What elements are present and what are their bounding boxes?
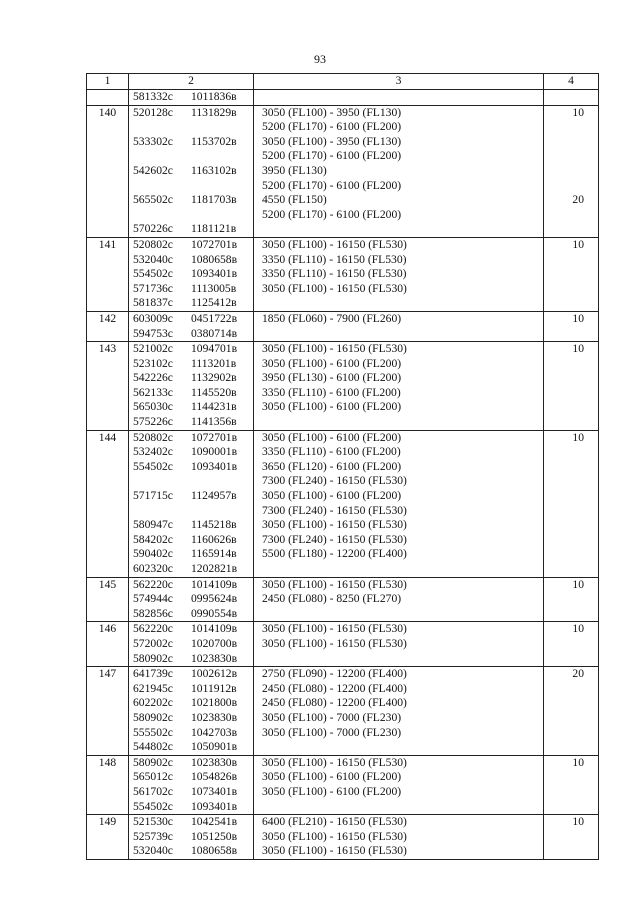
- row-number: 145: [98, 577, 117, 591]
- coordinate-line: [133, 120, 253, 135]
- value-cell: [544, 90, 599, 106]
- value-cell: [544, 815, 599, 860]
- coordinate-line: [133, 726, 253, 741]
- coordinate-line: [133, 740, 253, 755]
- altitude-range: 3050 (FL100) - 3950 (FL130): [262, 134, 402, 148]
- latitude: 580902с: [133, 755, 173, 769]
- longitude: 1124957в: [191, 489, 237, 503]
- altitude-range-cell: [254, 430, 544, 577]
- altitude-range: 2750 (FL090) - 12200 (FL400): [262, 667, 407, 681]
- coordinate-line: [133, 711, 253, 726]
- row-number: [87, 90, 128, 105]
- coordinate-line: [133, 562, 253, 577]
- longitude: 1080658в: [191, 844, 238, 858]
- longitude: 1090001в: [191, 445, 238, 459]
- coordinate-line: [133, 770, 253, 785]
- altitude-range-cell: [254, 755, 544, 814]
- altitude-range: 3050 (FL100) - 6100 (FL200): [262, 430, 402, 444]
- coordinate-line: [133, 652, 253, 667]
- coordinates-cell: [129, 622, 254, 667]
- table-row: [87, 237, 599, 311]
- longitude: 1042703в: [191, 725, 238, 739]
- table-row: [87, 577, 599, 622]
- latitude: 571736с: [133, 281, 173, 295]
- latitude: 555502с: [133, 725, 173, 739]
- latitude: 523102с: [133, 356, 173, 370]
- coordinate-line: [133, 460, 253, 475]
- coordinate-line: [133, 193, 253, 208]
- longitude: 1002612в: [191, 667, 238, 681]
- coordinate-line: [133, 474, 253, 489]
- coordinate-line: [133, 445, 253, 460]
- value: 10: [572, 430, 584, 444]
- value-cell: [544, 577, 599, 622]
- latitude: 532402с: [133, 445, 173, 459]
- altitude-range: 3050 (FL100) - 16150 (FL530): [262, 622, 407, 636]
- latitude: 520802с: [133, 237, 173, 251]
- altitude-range: 3050 (FL100) - 7000 (FL230): [262, 710, 402, 724]
- row-number-cell: [87, 577, 129, 622]
- latitude: 554502с: [133, 799, 173, 813]
- altitude-range-cell: [254, 237, 544, 311]
- value: 10: [572, 237, 584, 251]
- row-number-cell: [87, 237, 129, 311]
- page-number: 93: [314, 52, 326, 66]
- column-header: 1: [87, 74, 129, 90]
- altitude-range: 3950 (FL130): [262, 163, 327, 177]
- altitude-range: 2450 (FL080) - 12200 (FL400): [262, 696, 407, 710]
- value-cell: [544, 622, 599, 667]
- coordinate-line: [133, 533, 253, 548]
- coordinate-line: [133, 267, 253, 282]
- table-row: [87, 105, 599, 237]
- latitude: 521002с: [133, 342, 173, 356]
- longitude: 0451722в: [191, 311, 238, 325]
- value-secondary: 20: [572, 193, 584, 207]
- coordinate-line: [133, 431, 253, 446]
- longitude: 1181703в: [191, 193, 237, 207]
- altitude-range: 2450 (FL080) - 8250 (FL270): [262, 592, 402, 606]
- coordinate-line: [133, 518, 253, 533]
- value: 10: [572, 342, 584, 356]
- row-number-cell: [87, 105, 129, 237]
- coordinates-cell: [129, 755, 254, 814]
- longitude: 1113201в: [191, 356, 237, 370]
- latitude: 554502с: [133, 267, 173, 281]
- coordinate-line: [133, 578, 253, 593]
- latitude: 641739с: [133, 667, 173, 681]
- row-number: 149: [98, 815, 117, 829]
- table-row: [87, 90, 599, 106]
- coordinates-cell: [129, 342, 254, 431]
- longitude: 1072701в: [191, 237, 238, 251]
- latitude: 520128с: [133, 105, 173, 119]
- latitude: 594753с: [133, 326, 173, 340]
- coordinate-line: [133, 253, 253, 268]
- table-header-row: [87, 74, 599, 90]
- coordinates-cell: [129, 667, 254, 756]
- coordinate-line: [133, 682, 253, 697]
- altitude-range: 3350 (FL110) - 6100 (FL200): [262, 445, 401, 459]
- coordinate-line: [133, 607, 253, 622]
- coordinate-line: [133, 179, 253, 194]
- longitude: 1080658в: [191, 252, 238, 266]
- altitude-range-cell: [254, 90, 544, 106]
- latitude: 580902с: [133, 651, 173, 665]
- coordinate-line: [133, 282, 253, 297]
- coordinate-line: [133, 357, 253, 372]
- longitude: 1021800в: [191, 696, 238, 710]
- latitude: 562220с: [133, 622, 173, 636]
- altitude-range-cell: [254, 311, 544, 341]
- latitude: 584202с: [133, 532, 173, 546]
- row-number: 144: [98, 430, 117, 444]
- latitude: 533302с: [133, 134, 173, 148]
- longitude: 1011836в: [191, 90, 237, 103]
- value: 10: [572, 755, 584, 769]
- longitude: 1132902в: [191, 371, 237, 385]
- altitude-range: 6400 (FL210) - 16150 (FL530): [262, 815, 407, 829]
- spacer: [544, 135, 584, 150]
- coordinate-line: [133, 386, 253, 401]
- row-number: 142: [98, 311, 117, 325]
- row-number: 143: [98, 342, 117, 356]
- latitude: 603009с: [133, 311, 173, 325]
- coordinates-cell: [129, 430, 254, 577]
- row-number: 147: [98, 667, 117, 681]
- longitude: 0990554в: [191, 606, 238, 620]
- latitude: 521530с: [133, 815, 173, 829]
- value-cell: [544, 430, 599, 577]
- longitude: 1125412в: [191, 296, 237, 310]
- latitude: 575226с: [133, 415, 173, 429]
- latitude: 602202с: [133, 696, 173, 710]
- latitude: 570226с: [133, 222, 173, 236]
- altitude-range-cell: [254, 622, 544, 667]
- column-header: 4: [544, 74, 599, 90]
- longitude: 1145218в: [191, 518, 237, 532]
- row-number: 140: [98, 105, 117, 119]
- table-row: [87, 342, 599, 431]
- row-number: 148: [98, 755, 117, 769]
- row-number-cell: [87, 430, 129, 577]
- altitude-range: 3350 (FL110) - 6100 (FL200): [262, 385, 401, 399]
- longitude: 1072701в: [191, 430, 238, 444]
- longitude: 1163102в: [191, 163, 237, 177]
- altitude-range: 3050 (FL100) - 16150 (FL530): [262, 844, 407, 858]
- latitude: 561702с: [133, 784, 173, 798]
- longitude: 1023830в: [191, 651, 238, 665]
- longitude: 1051250в: [191, 829, 238, 843]
- spacer: [544, 179, 584, 194]
- longitude: 0995624в: [191, 592, 238, 606]
- altitude-range: 3350 (FL110) - 16150 (FL530): [262, 267, 407, 281]
- coordinate-line: [133, 90, 253, 105]
- coordinate-line: [133, 637, 253, 652]
- coordinate-line: [133, 415, 253, 430]
- longitude: 1093401в: [191, 267, 238, 281]
- coordinates-cell: [129, 105, 254, 237]
- row-number-cell: [87, 311, 129, 341]
- altitude-range: 3050 (FL100) - 16150 (FL530): [262, 829, 407, 843]
- coordinate-line: [133, 547, 253, 562]
- coordinate-line: [133, 844, 253, 859]
- altitude-range: 5200 (FL170) - 6100 (FL200): [262, 149, 402, 163]
- longitude: 1014109в: [191, 622, 238, 636]
- coordinate-line: [133, 756, 253, 771]
- altitude-range: 5200 (FL170) - 6100 (FL200): [262, 120, 402, 134]
- longitude: 1165914в: [191, 547, 237, 561]
- longitude: 1093401в: [191, 459, 238, 473]
- altitude-range-cell: [254, 577, 544, 622]
- coordinate-line: [133, 622, 253, 637]
- longitude: 1042541в: [191, 815, 238, 829]
- value: 10: [572, 105, 584, 119]
- row-number-cell: [87, 755, 129, 814]
- value-cell: [544, 755, 599, 814]
- latitude: 565012с: [133, 770, 173, 784]
- value-cell: [544, 667, 599, 756]
- row-number-cell: [87, 667, 129, 756]
- longitude: 1181121в: [191, 222, 237, 236]
- coordinate-line: [133, 149, 253, 164]
- longitude: 1073401в: [191, 784, 238, 798]
- row-number: 141: [98, 237, 117, 251]
- table-row: [87, 755, 599, 814]
- longitude: 1153702в: [191, 134, 237, 148]
- latitude: 544802с: [133, 740, 173, 754]
- longitude: 1023830в: [191, 710, 238, 724]
- coordinate-line: [133, 696, 253, 711]
- altitude-range: 3050 (FL100) - 6100 (FL200): [262, 489, 402, 503]
- altitude-range-cell: [254, 105, 544, 237]
- altitude-range: 3050 (FL100) - 6100 (FL200): [262, 784, 402, 798]
- coordinate-line: [133, 135, 253, 150]
- altitude-range: 3050 (FL100) - 16150 (FL530): [262, 636, 407, 650]
- longitude: 1113005в: [191, 281, 237, 295]
- latitude: 520802с: [133, 430, 173, 444]
- latitude: 580902с: [133, 710, 173, 724]
- value: 10: [572, 622, 584, 636]
- altitude-range-cell: [254, 815, 544, 860]
- coordinate-line: [133, 400, 253, 415]
- latitude: 581332с: [133, 90, 173, 103]
- altitude-range: 5200 (FL170) - 6100 (FL200): [262, 207, 402, 221]
- value-cell: [544, 311, 599, 341]
- longitude: 1202821в: [191, 562, 238, 575]
- altitude-range: 3350 (FL110) - 16150 (FL530): [262, 252, 407, 266]
- latitude: 532040с: [133, 252, 173, 266]
- latitude: 572002с: [133, 636, 173, 650]
- value-cell: [544, 237, 599, 311]
- longitude: 1141356в: [191, 415, 237, 429]
- altitude-range: 7300 (FL240) - 16150 (FL530): [262, 474, 407, 488]
- spacer: [544, 149, 584, 164]
- table-row: [87, 667, 599, 756]
- table-row: [87, 622, 599, 667]
- altitude-range: 4550 (FL150): [262, 193, 327, 207]
- longitude: 1144231в: [191, 400, 237, 414]
- coordinate-line: [133, 785, 253, 800]
- coordinates-cell: [129, 311, 254, 341]
- coordinate-line: [133, 504, 253, 519]
- latitude: 542602с: [133, 163, 173, 177]
- row-number: 146: [98, 622, 117, 636]
- latitude: 542226с: [133, 371, 173, 385]
- longitude: 1094701в: [191, 342, 238, 356]
- latitude: 581837с: [133, 296, 173, 310]
- latitude: 532040с: [133, 844, 173, 858]
- coordinate-line: [133, 238, 253, 253]
- coordinate-line: [133, 222, 253, 237]
- coordinate-line: [133, 312, 253, 327]
- altitude-range: 3050 (FL100) - 16150 (FL530): [262, 577, 407, 591]
- latitude: 582856с: [133, 606, 173, 620]
- coordinate-line: [133, 342, 253, 357]
- value: [544, 90, 584, 105]
- altitude-range: 3050 (FL100) - 16150 (FL530): [262, 281, 407, 295]
- coordinate-line: [133, 800, 253, 815]
- longitude: 1014109в: [191, 577, 238, 591]
- latitude: 562220с: [133, 577, 173, 591]
- coordinate-line: [133, 667, 253, 682]
- altitude-range: 3050 (FL100) - 6100 (FL200): [262, 400, 402, 414]
- altitude-range: 3950 (FL130) - 6100 (FL200): [262, 371, 402, 385]
- coordinate-line: [133, 830, 253, 845]
- longitude: 1054826в: [191, 770, 238, 784]
- coordinate-line: [133, 592, 253, 607]
- altitude-range: 3050 (FL100) - 6100 (FL200): [262, 356, 402, 370]
- coordinate-line: [133, 327, 253, 342]
- latitude: 562133с: [133, 385, 173, 399]
- coordinate-line: [133, 371, 253, 386]
- coordinates-cell: [129, 815, 254, 860]
- altitude-range: 2450 (FL080) - 12200 (FL400): [262, 681, 407, 695]
- altitude-range: 3050 (FL100) - 16150 (FL530): [262, 755, 407, 769]
- coordinates-cell: [129, 237, 254, 311]
- altitude-range: 3050 (FL100) - 6100 (FL200): [262, 770, 402, 784]
- longitude: 1020700в: [191, 636, 238, 650]
- latitude: 525739с: [133, 829, 173, 843]
- row-number-cell: [87, 90, 129, 106]
- altitude-range: 1850 (FL060) - 7900 (FL260): [262, 311, 402, 325]
- column-header: 2: [129, 74, 254, 90]
- table-row: [87, 311, 599, 341]
- latitude: 571715с: [133, 489, 173, 503]
- latitude: 580947с: [133, 518, 173, 532]
- altitude-range: 3050 (FL100) - 3950 (FL130): [262, 105, 402, 119]
- value: 10: [572, 815, 584, 829]
- altitude-range: 7300 (FL240) - 16150 (FL530): [262, 503, 407, 517]
- value: 10: [572, 311, 584, 325]
- longitude: 1131829в: [191, 105, 237, 119]
- latitude: 602320с: [133, 562, 173, 575]
- coordinate-line: [133, 296, 253, 311]
- longitude: 1160626в: [191, 532, 237, 546]
- latitude: 574944с: [133, 592, 173, 606]
- longitude: 1050901в: [191, 740, 238, 754]
- altitude-range: 3050 (FL100) - 16150 (FL530): [262, 237, 407, 251]
- latitude: 565502с: [133, 193, 173, 207]
- coordinate-line: [133, 208, 253, 223]
- coordinates-cell: [129, 90, 254, 106]
- value-cell: [544, 105, 599, 237]
- coordinates-cell: [129, 577, 254, 622]
- latitude: 554502с: [133, 459, 173, 473]
- latitude: 621945с: [133, 681, 173, 695]
- longitude: 1011912в: [191, 681, 237, 695]
- altitude-range: 5200 (FL170) - 6100 (FL200): [262, 178, 402, 192]
- coordinate-line: [133, 106, 253, 121]
- altitude-range: 3050 (FL100) - 16150 (FL530): [262, 342, 407, 356]
- value: 20: [572, 667, 584, 681]
- longitude: 1145520в: [191, 385, 237, 399]
- value: 10: [572, 577, 584, 591]
- table-row: [87, 815, 599, 860]
- latitude: 590402с: [133, 547, 173, 561]
- row-number-cell: [87, 342, 129, 431]
- coordinate-line: [133, 489, 253, 504]
- table-row: [87, 430, 599, 577]
- altitude-range: 3050 (FL100) - 16150 (FL530): [262, 518, 407, 532]
- spacer: [544, 120, 584, 135]
- row-number-cell: [87, 815, 129, 860]
- longitude: 1093401в: [191, 799, 238, 813]
- altitude-range: 5500 (FL180) - 12200 (FL400): [262, 547, 407, 561]
- coordinate-line: [133, 815, 253, 830]
- latitude: 565030с: [133, 400, 173, 414]
- spacer: [544, 164, 584, 179]
- altitude-range-cell: [254, 342, 544, 431]
- data-table: [86, 73, 599, 860]
- altitude-range: 7300 (FL240) - 16150 (FL530): [262, 532, 407, 546]
- altitude-range-cell: [254, 667, 544, 756]
- longitude: 0380714в: [191, 326, 238, 340]
- longitude: 1023830в: [191, 755, 238, 769]
- value-cell: [544, 342, 599, 431]
- row-number-cell: [87, 622, 129, 667]
- altitude-range: 3650 (FL120) - 6100 (FL200): [262, 459, 402, 473]
- column-header: 3: [254, 74, 544, 90]
- coordinate-line: [133, 164, 253, 179]
- altitude-range: 3050 (FL100) - 7000 (FL230): [262, 725, 402, 739]
